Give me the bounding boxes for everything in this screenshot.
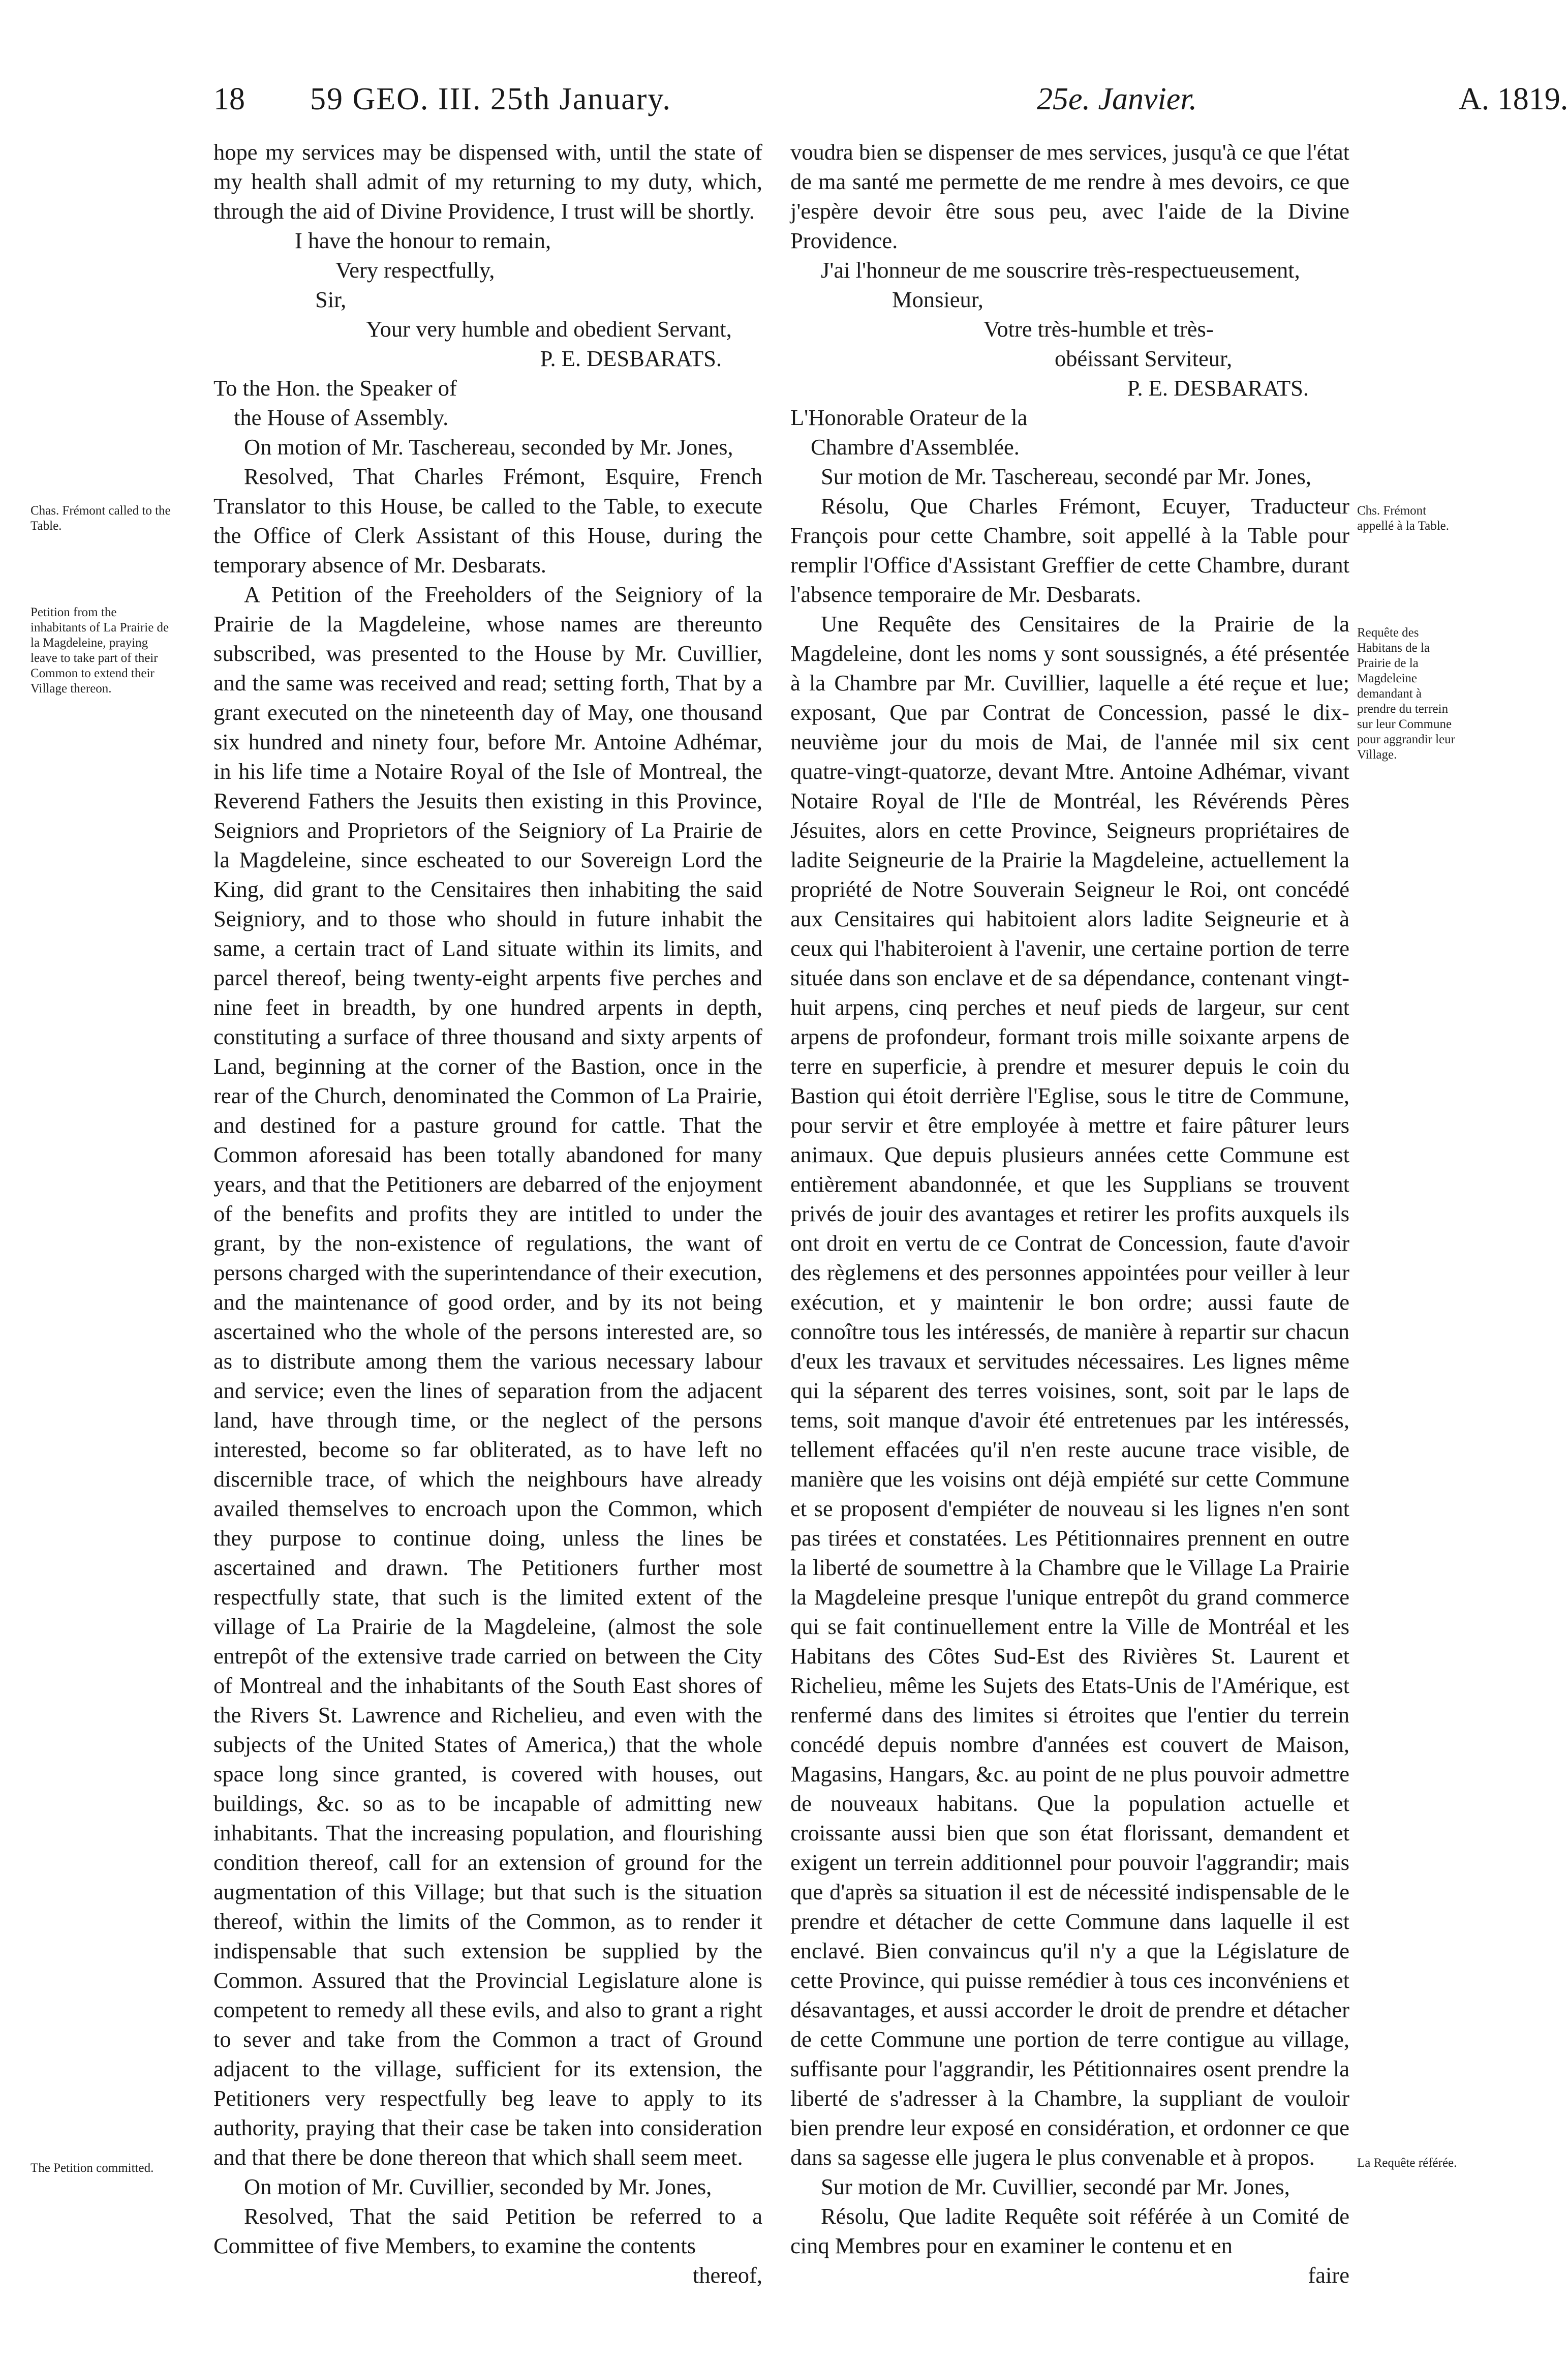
addressee-line-1: To the Hon. the Speaker of [213, 375, 457, 401]
french-column [790, 137, 1349, 2290]
letter-close: voudra bien se dispenser de mes services, jusqu'à ce que l'état de ma santé me permette de me rendre à mes devoirs, ce que j'espère devoir être sous peu, avec l'aide de la Divine Providence. [790, 139, 1349, 253]
margin-note-committed: The Petition committed. [30, 2161, 154, 2175]
year: A. 1819. [1459, 82, 1568, 116]
signature: P. E. DESBARATS. [540, 346, 722, 371]
letter-close: hope my services may be dispensed with, until the state of my health shall admit of my returning to my duty, which, through the aid of Divine Providence, I trust will be shortly. [213, 139, 762, 224]
addressee-line-2: Chambre d'Assemblée. [811, 434, 1020, 460]
salutation-monsieur: Monsieur, [892, 287, 983, 312]
left-title: 59 GEO. III. 25th January. [310, 82, 671, 116]
running-head [213, 81, 1568, 127]
petition-paragraph: Une Requête des Censitaires de la Prairie de la Magdeleine, dont les noms y sont soussignés, a été présentée à la Chambre par Mr. Cuvillier, laquelle a été reçue et lue; exposant, Que par Contrat de Concession, passé le dix-neuvième jour du mois de Mai, de l'année mil six cent quatre-vingt-quatorze, devant Mtre. Antoine Adhémar, vivant Notaire Royal de l'Ile de Montréal, les Révérends Pères Jésuites, alors en cette Province, Seigneurs propriétaires de ladite Seigneurie de la Prairie la Magdeleine, actuellement la propriété de Notre Souverain Seigneur le Roi, ont concédé aux Censitaires qui habitoient alors ladite Seigneurie et à ceux qui l'habiteroient à l'avenir, une certaine portion de terre située dans son enclave et de sa dépendance, contenant vingt-huit arpens, cinq perches et neuf pieds de largeur, sur cent arpens de profondeur, formant trois mille soixante arpens de terre en superficie, à prendre et mesurer depuis le coin du Bastion qui étoit derrière l'Eglise, sous le titre de Commune, pour servir et être employée à mettre et faire pâturer leurs animaux. Que depuis plusieurs années cette Commune est entièrement abandonnée, et que les Supplians se trouvent privés de jouir des avantages et retirer les profits auxquels ils ont droit en vertu de ce Contrat de Concession, faute d'avoir des règlemens et des personnes appointées pour veiller à leur exécution, et y maintenir le bon ordre; aussi faute de connoître tous les intéressés, de manière à repartir sur chacun d'eux les travaux et servitudes nécessaires. Les lignes même qui la séparent des terres voisines, sont, soit par le laps de tems, soit manque d'avoir été entretenues par les intéressés, tellement effacées qu'il n'en reste aucune trace visible, de manière que les voisins ont déjà empiété sur cette Commune et se proposent d'empiéter de nouveau si les lignes n'en sont pas tirées et constatées. Les Pétitionnaires prennent en outre la liberté de soumettre à la Chambre que le Village La Prairie la Magdeleine presque l'unique entrepôt du grand commerce qui se fait continuellement entre la Ville de Montréal et les Habitans des Côtes Sud-Est des Rivières St. Laurent et Richelieu, même les Sujets des Etats-Unis de l'Amérique, est renfermé dans des limites si étroites que l'entier du terrein concédé depuis nombre d'années est couvert de Maison, Magasins, Hangars, &c. au point de ne plus pouvoir admettre de nouveaux habitans. Que la population actuelle et croissante aussi bien que son état florissant, demandent et exigent un terrein additionnel pour pouvoir l'aggrandir; mais que d'après sa situation il est de nécessité indispensable de le prendre et détacher de cette Commune dans laquelle il est enclavé. Bien convaincus qu'il n'y a que la Législature de cette Province, qui puisse remédier à tous ces inconvéniens et désavantages, et aussi accorder le droit de prendre et détacher de cette Commune une portion de terre contigue au village, suffisante pour l'aggrandir, les Pétitionnaires osent prendre la liberté de s'adresser à la Chambre, la suppliant de vouloir bien prendre leur exposé en considération, et ordonner ce que dans sa sagesse elle jugera le plus convenable et à propos. [790, 611, 1349, 2170]
petition-paragraph: A Petition of the Freeholders of the Seigniory of la Prairie de la Magdeleine, whose names are thereunto subscribed, was presented to the House by Mr. Cuvillier, and the same was received and read; setting forth, That by a grant executed on the nineteenth day of May, one thousand six hundred and ninety four, before Mr. Antoine Adhémar, in his life time a Notaire Royal of the Isle of Montreal, the Reverend Fathers the Jesuits then existing in this Province, Seigniors and Proprietors of the Seigniory of La Prairie de la Magdeleine, since escheated to our Sovereign Lord the King, did grant to the Censitaires then inhabiting the said Seigniory, and to those who should in future inhabit the same, a certain tract of Land situate within its limits, and parcel thereof, being twenty-eight arpents five perches and nine feet in breadth, by one hundred arpents in depth, constituting a surface of three thousand and sixty arpents of Land, beginning at the corner of the Bastion, once in the rear of the Church, denominated the Common of La Prairie, and destined for a pasture ground for cattle. That the Common aforesaid has been totally abandoned for many years, and that the Petitioners are debarred of the enjoyment of the benefits and profits they are intitled to under the grant, by the non-existence of regulations, the want of persons charged with the superintendance of their execution, and the maintenance of good order, and by its not being ascertained who the whole of the persons interested are, so as to distribute among them the various necessary labour and service; even the lines of separation from the adjacent land, have through time, or the neglect of the persons interested, become so far obliterated, as to have left no discernible trace, of which the neighbours have already availed themselves to encroach upon the Common, which they purpose to continue doing, unless the lines be ascertained and drawn. The Petitioners further most respectfully state, that such is the limited extent of the village of La Prairie de la Magdeleine, (almost the sole entrepôt of the extensive trade carried on between the City of Montreal and the inhabitants of the South East shores of the Rivers St. Lawrence and Richelieu, and even with the subjects of the United States of America,) that the whole space long since granted, is covered with houses, out buildings, &c. so as to be incapable of admitting new inhabitants. That the increasing population, and flourishing condition thereof, call for an extension of ground for the augmentation of this Village; but that such is the situation thereof, within the limits of the Common, as to render it indispensable that such extension be supplied by the Common. Assured that the Provincial Legislature alone is competent to remedy all these evils, and also to grant a right to sever and take from the Common a tract of Ground adjacent to the village, sufficient for its extension, the Petitioners very respectfully beg leave to apply to its authority, praying that their case be taken into consideration and that there be done thereon that which shall seem meet. [213, 582, 762, 2170]
english-column [213, 137, 762, 2290]
very-respectfully: Very respectfully, [335, 257, 495, 283]
catchword: thereof, [692, 2262, 762, 2288]
resolved-committee: Resolved, That the said Petition be referred to a Committee of five Members, to examine the contents [213, 2203, 762, 2258]
resolved-fremont: Résolu, Que Charles Frémont, Ecuyer, Traducteur François pour cette Chambre, soit appellé à la Table pour remplir l'Office d'Assistant Greffier de cette Chambre, durant l'absence temporaire de Mr. Desbarats. [790, 493, 1349, 607]
right-title: 25e. Janvier. [1037, 82, 1197, 116]
catchword: faire [1308, 2262, 1349, 2288]
servant-line: Your very humble and obedient Servant, [366, 316, 732, 342]
margin-note-fremont: Chas. Frémont called to the Table. [30, 504, 171, 533]
servant-line-2: obéissant Serviteur, [1055, 346, 1233, 371]
resolved-fremont: Resolved, That Charles Frémont, Esquire, French Translator to this House, be called to the Table, to execute the Office of Clerk Assistant of this House, during the temporary absence of Mr. Desbarats. [213, 464, 762, 578]
resolved-committee: Résolu, Que ladite Requête soit référée à un Comité de cinq Membres pour en examiner le contenu et en [790, 2203, 1349, 2258]
servant-line-1: Votre très-humble et très- [983, 316, 1214, 342]
signature: P. E. DESBARATS. [1127, 375, 1309, 401]
margin-note-fremont-fr: Chs. Frémont appellé à la Table. [1357, 504, 1450, 533]
honour-line: J'ai l'honneur de me souscrire très-respectueusement, [821, 257, 1300, 283]
motion-cuvillier: Sur motion de Mr. Cuvillier, secondé par Mr. Jones, [821, 2174, 1290, 2199]
honour-line: I have the honour to remain, [295, 228, 551, 253]
margin-note-petition-fr: Requête des Habitans de la Prairie de la Magdeleine demandant à prendre du terrein sur leur Commune pour aggrandir leur Village. [1357, 626, 1455, 762]
motion-taschereau: Sur motion de Mr. Taschereau, secondé par Mr. Jones, [821, 464, 1311, 489]
page-number: 18 [213, 82, 245, 116]
salutation-sir: Sir, [315, 287, 347, 312]
margin-note-committed-fr: La Requête référée. [1357, 2156, 1457, 2170]
addressee-line-2: the House of Assembly. [234, 405, 449, 430]
margin-note-petition: Petition from the inhabitants of La Prairie de la Magdeleine, praying leave to take part of their Common to extend their Village thereon. [30, 606, 169, 695]
motion-taschereau: On motion of Mr. Taschereau, seconded by Mr. Jones, [244, 434, 733, 460]
motion-cuvillier: On motion of Mr. Cuvillier, seconded by Mr. Jones, [244, 2174, 712, 2199]
addressee-line-1: L'Honorable Orateur de la [790, 405, 1028, 430]
